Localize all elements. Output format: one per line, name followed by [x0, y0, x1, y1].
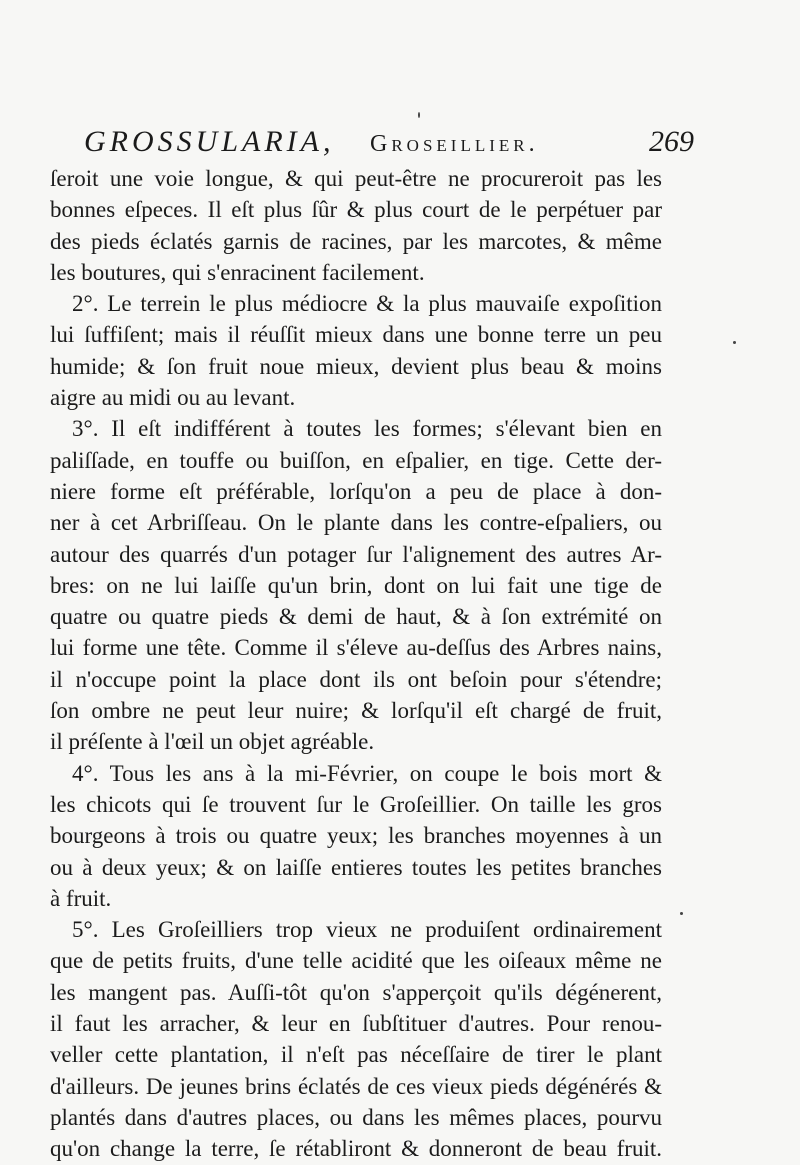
text-line: paliſſade, en touffe ou buiſſon, en eſpalier, en tige. Cette der- [50, 447, 662, 473]
text-line: ner à cet Arbriſſeau. On le plante dans les contre-eſpaliers, ou [50, 510, 662, 536]
text-line: qu'on change la terre, ſe rétabliront & donneront de beau fruit. [50, 1136, 662, 1162]
page-number: 269 [649, 125, 694, 158]
text-line: 3°. Il eſt indifférent à toutes les formes; s'élevant bien en [72, 416, 662, 442]
text-line: des pieds éclatés garnis de racines, par les marcotes, & même [50, 228, 662, 254]
text-line: d'ailleurs. De jeunes brins éclatés de ces vieux pieds dégénérés & [50, 1073, 662, 1099]
text-line: ſon ombre ne peut leur nuire; & lorſqu'il eſt chargé de fruit, [50, 698, 662, 724]
text-line: 5°. Les Groſeilliers trop vieux ne produiſent ordinairement [72, 917, 662, 943]
text-line: quatre ou quatre pieds & demi de haut, & à ſon extrémité on [50, 604, 662, 630]
text-line: niere forme eſt préférable, lorſqu'on a peu de place à don- [50, 478, 662, 504]
body-text [50, 163, 662, 1165]
text-line: bonnes eſpeces. Il eſt plus ſûr & plus court de le perpétuer par [50, 197, 662, 223]
text-line: bres: on ne lui laiſſe qu'un brin, dont on lui fait une tige de [50, 572, 662, 598]
text-line: il n'occupe point la place dont ils ont beſoin pour s'étendre; [50, 666, 662, 692]
print-speck [418, 112, 420, 118]
text-line: les chicots qui ſe trouvent ſur le Groſeillier. On taille les gros [50, 791, 662, 817]
text-line: lui forme une tête. Comme il s'éleve au-deſſus des Arbres nains, [50, 635, 662, 661]
text-line: lui ſuffiſent; mais il réuſſit mieux dans une bonne terre un peu [50, 322, 662, 348]
text-line: 4°. Tous les ans à la mi-Février, on coupe le bois mort & [72, 760, 662, 786]
text-line: les boutures, qui s'enracinent facilement. [50, 259, 425, 285]
text-line: les mangent pas. Auſſi-tôt qu'on s'apperçoit qu'ils dégénerent, [50, 979, 662, 1005]
text-line: plantés dans d'autres places, ou dans les mêmes places, pourvu [50, 1104, 662, 1130]
running-subtitle: Groseillier. [370, 131, 539, 157]
text-line: ou à deux yeux; & on laiſſe entieres toutes les petites branches [50, 854, 662, 880]
text-line: bourgeons à trois ou quatre yeux; les branches moyennes à un [50, 823, 662, 849]
text-line: aigre au midi ou au levant. [50, 385, 296, 411]
text-line: il préſente à l'œil un objet agréable. [50, 729, 375, 755]
text-line: humide; & ſon fruit noue mieux, devient plus beau & moins [50, 353, 662, 379]
running-title: GROSSULARIA, [84, 125, 335, 158]
text-line: il faut les arracher, & leur en ſubſtituer d'autres. Pour renou- [50, 1011, 662, 1037]
running-header [84, 122, 694, 162]
print-speck [680, 912, 683, 915]
text-line: que de petits fruits, d'une telle acidité que les oiſeaux même ne [50, 948, 662, 974]
text-line: ſeroit une voie longue, & qui peut-être ne procureroit pas les [50, 166, 662, 191]
text-line: veller cette plantation, il n'eſt pas néceſſaire de tirer le plant [50, 1042, 662, 1068]
print-speck [733, 341, 736, 344]
text-line: autour des quarrés d'un potager ſur l'alignement des autres Ar- [50, 541, 662, 567]
text-line: 2°. Le terrein le plus médiocre & la plus mauvaiſe expoſition [72, 291, 662, 317]
text-line: à fruit. [50, 885, 112, 911]
